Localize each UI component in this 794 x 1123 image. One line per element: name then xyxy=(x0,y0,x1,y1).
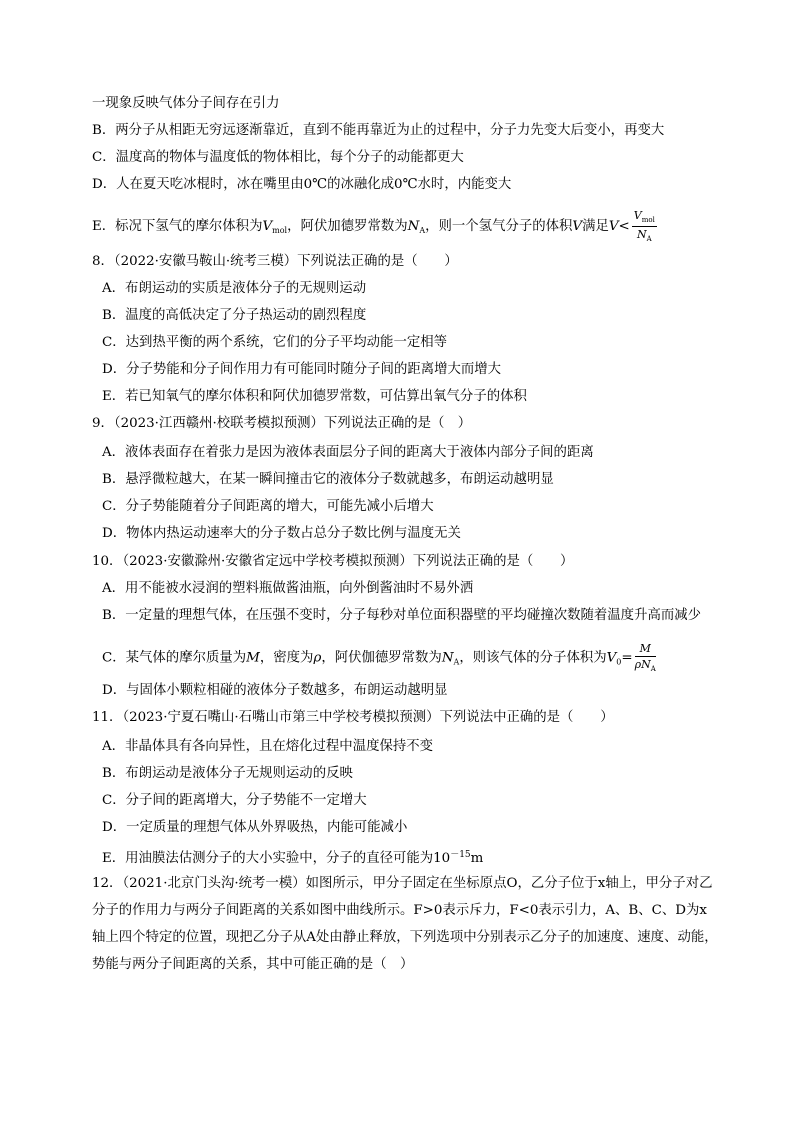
q8-option-a: A．布朗运动的实质是液体分子的无规则运动 xyxy=(102,281,367,296)
q10-option-c xyxy=(102,643,658,673)
q11-option-d: D．一定质量的理想气体从外界吸热，内能可能减小 xyxy=(102,820,408,835)
q7-e-na: N xyxy=(407,219,420,234)
q12-stem-line-3: 轴上四个特定的位置，现把乙分子从A处由静止释放，下列选项中分别表示乙分子的加速度、速度、动能， xyxy=(92,930,718,945)
q10-c-rho: ρ xyxy=(313,650,322,666)
q10-option-d: D．与固体小颗粒相碰的液体分子数越多，布朗运动越明显 xyxy=(102,683,448,698)
q10-c-fraction xyxy=(635,643,656,673)
q7-e-text-1: E．标况下氢气的摩尔体积为 xyxy=(92,219,263,234)
q7-e-text-4: 满足 xyxy=(582,219,609,234)
q11-e-base: 10 xyxy=(433,851,451,866)
q7-e-text-2: ，阿伏加德罗常数为 xyxy=(287,219,408,234)
q7-e-fraction xyxy=(632,210,657,243)
q7-e-frac-den: N xyxy=(636,228,647,241)
q11-option-b: B．布朗运动是液体分子无规则运动的反映 xyxy=(102,766,353,781)
q12-stem-line-4: 势能与两分子间距离的关系，其中可能正确的是（ ） xyxy=(92,957,414,972)
q7-e-frac-num: V xyxy=(633,209,642,222)
q8-option-b: B．温度的高低决定了分子热运动的剧烈程度 xyxy=(102,308,367,323)
q9-option-a: A．液体表面存在着张力是因为液体表面层分子间的距离大于液体内部分子间的距离 xyxy=(102,445,594,460)
q11-e-unit: m xyxy=(470,851,484,866)
q8-option-c: C．达到热平衡的两个系统，它们的分子平均动能一定相等 xyxy=(102,335,448,350)
q10-c-v0-sub: 0 xyxy=(616,657,622,667)
q7-stem-continuation: 一现象反映气体分子间存在引力 xyxy=(92,96,280,111)
q10-c-m: M xyxy=(246,650,260,666)
q10-c-text-4: ，则该气体的分子体积为 xyxy=(459,650,607,666)
q10-c-na-sub: A xyxy=(453,657,460,667)
q10-c-eq: = xyxy=(621,650,633,666)
q8-stem: 8．（2022·安徽马鞍山·统考三模）下列说法正确的是（ ） xyxy=(92,254,458,269)
q7-e-vmol: V xyxy=(262,219,273,234)
q7-e-na-sub: A xyxy=(419,226,426,235)
q7-e-frac-num-sub: mol xyxy=(641,216,655,224)
q8-option-e: E．若已知氧气的摩尔体积和阿伏加德罗常数，可估算出氧气分子的体积 xyxy=(102,389,527,404)
q11-option-c: C．分子间的距离增大，分子势能不一定增大 xyxy=(102,793,367,808)
q7-e-v2: V xyxy=(608,219,619,234)
q10-c-frac-den-sub: A xyxy=(650,665,656,673)
q11-option-e xyxy=(102,845,483,869)
q10-c-v0: V xyxy=(606,650,617,666)
q7-e-lt: < xyxy=(618,219,630,234)
q9-stem: 9．（2023·江西赣州·校联考模拟预测）下列说法正确的是（ ） xyxy=(92,416,472,431)
q7-e-frac-den-sub: A xyxy=(646,235,652,243)
q8-option-d: D．分子势能和分子间作用力有可能同时随分子间的距离增大而增大 xyxy=(102,362,502,377)
q9-option-d: D．物体内热运动速率大的分子数占总分子数比例与温度无关 xyxy=(102,526,461,541)
q12-stem-line-2: 分子的作用力与两分子间距离的关系如图中曲线所示。F>0表示斥力，F<0表示引力，A、B、C、D为x xyxy=(92,903,707,918)
q10-c-na: N xyxy=(441,650,454,666)
q12-stem-line-1: 12．（2021·北京门头沟·统考一模）如图所示，甲分子固定在坐标原点O，乙分子位于x轴上，甲分子对乙 xyxy=(92,876,713,891)
q7-option-d: D．人在夏天吃冰棍时，冰在嘴里由0℃的冰融化成0℃水时，内能变大 xyxy=(92,177,512,192)
q7-option-b: B．两分子从相距无穷远逐渐靠近，直到不能再靠近为止的过程中，分子力先变大后变小，再变大 xyxy=(92,123,665,138)
q10-c-frac-den: ρN xyxy=(634,658,651,671)
q10-option-a: A．用不能被水浸润的塑料瓶做酱油瓶，向外倒酱油时不易外洒 xyxy=(102,581,474,596)
q10-c-frac-num: M xyxy=(635,643,656,657)
q10-stem: 10．（2023·安徽滁州·安徽省定远中学校考模拟预测）下列说法正确的是（ ） xyxy=(92,554,574,569)
q11-e-exponent: －15 xyxy=(450,850,471,860)
q11-stem: 11．（2023·宁夏石嘴山·石嘴山市第三中学校考模拟预测）下列说法中正确的是（ ） xyxy=(92,710,614,725)
q7-e-vmol-sub: mol xyxy=(272,226,288,235)
q11-option-a: A．非晶体具有各向异性，且在熔化过程中温度保持不变 xyxy=(102,739,434,754)
q10-option-b: B．一定量的理想气体，在压强不变时，分子每秒对单位面积器壁的平均碰撞次数随着温度升高而减少 xyxy=(102,608,702,623)
q7-option-c: C．温度高的物体与温度低的物体相比，每个分子的动能都更大 xyxy=(92,150,464,165)
q7-option-e xyxy=(92,210,659,243)
q9-option-c: C．分子势能随着分子间距离的增大，可能先减小后增大 xyxy=(102,499,434,514)
q10-c-text-3: ，阿伏伽德罗常数为 xyxy=(321,650,442,666)
q7-e-v: V xyxy=(572,219,583,234)
q7-e-text-3: ，则一个氢气分子的体积 xyxy=(425,219,573,234)
q11-e-text: E．用油膜法估测分子的大小实验中，分子的直径可能为 xyxy=(102,851,434,866)
q10-c-text-2: ，密度为 xyxy=(259,650,314,666)
q10-c-text-1: C．某气体的摩尔质量为 xyxy=(102,650,247,666)
q9-option-b: B．悬浮微粒越大，在某一瞬间撞击它的液体分子数就越多，布朗运动越明显 xyxy=(102,472,554,487)
